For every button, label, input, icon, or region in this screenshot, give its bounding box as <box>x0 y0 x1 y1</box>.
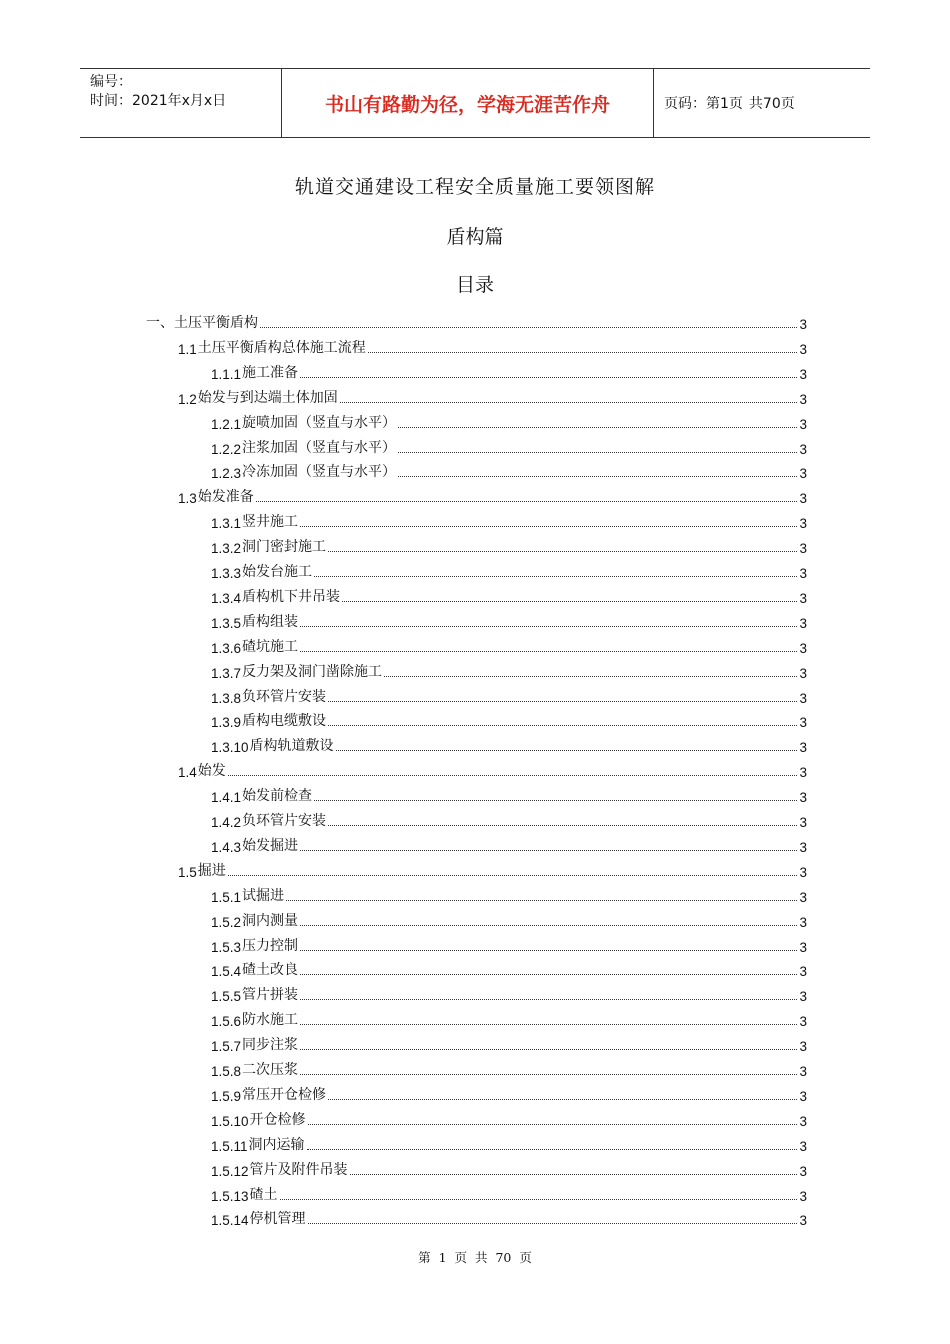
toc-entry-number: 1.4.3 <box>211 839 242 855</box>
toc-leader-dots <box>300 949 797 951</box>
toc-entry-page: 3 <box>799 665 807 681</box>
toc-entry-number: 1.5.5 <box>211 989 242 1005</box>
toc-entry-number: 1.5.2 <box>211 914 242 930</box>
toc-entry-label: 始发准备 <box>197 489 254 506</box>
toc-leader-dots <box>340 401 798 403</box>
toc-entry[interactable] <box>211 360 807 382</box>
toc-leader-dots <box>228 774 798 776</box>
toc-entry-number: 1.2.2 <box>211 441 242 457</box>
toc-entry[interactable] <box>211 435 807 457</box>
toc-entry-number: 1.5.1 <box>211 889 242 905</box>
toc-entry[interactable] <box>211 733 807 755</box>
toc-entry[interactable] <box>178 385 807 407</box>
toc-entry-label: 同步注浆 <box>242 1037 299 1054</box>
toc-entry-page: 3 <box>799 416 807 432</box>
toc-entry[interactable] <box>211 1032 807 1054</box>
toc-entry[interactable] <box>211 559 807 581</box>
toc-leader-dots <box>398 475 797 477</box>
toc-leader-dots <box>328 550 797 552</box>
toc-entry-page: 3 <box>799 1138 807 1154</box>
toc-entry-number: 1.3.7 <box>211 665 242 681</box>
page-footer: 第 1 页 共 70 页 <box>418 1250 532 1265</box>
toc-entry-label: 碴土 <box>249 1186 278 1203</box>
toc-entry-page: 3 <box>799 1064 807 1079</box>
toc-entry-page: 3 <box>799 864 807 880</box>
toc-leader-dots <box>328 700 797 702</box>
toc-entry-number: 1.4.2 <box>211 815 242 830</box>
toc-entry-page: 3 <box>799 1039 807 1055</box>
toc-leader-dots <box>300 849 797 851</box>
toc-entry-page: 3 <box>799 366 807 382</box>
toc-leader-dots <box>300 1048 797 1050</box>
toc-entry-number: 1.5.4 <box>211 964 242 980</box>
page-total: 共70页 <box>748 96 795 112</box>
toc-entry-number: 1.1.1 <box>211 366 242 382</box>
toc-leader-dots <box>308 1222 798 1224</box>
toc-leader-dots <box>280 1198 798 1200</box>
toc-leader-dots <box>300 998 797 1000</box>
toc-entry[interactable] <box>211 1057 807 1079</box>
toc-entry-label: 负环管片安装 <box>242 688 327 705</box>
toc-leader-dots <box>300 924 797 926</box>
toc-entry[interactable] <box>178 758 807 780</box>
toc-entry-number: 1.5.13 <box>211 1188 249 1204</box>
toc-leader-dots <box>328 1098 797 1100</box>
toc-entry-label: 洞门密封施工 <box>242 539 327 556</box>
toc-entry-label: 防水施工 <box>242 1012 299 1029</box>
toc-entry-number: 1.3 <box>178 491 197 507</box>
toc-entry[interactable] <box>211 1132 807 1154</box>
toc-entry-page: 3 <box>799 1113 807 1129</box>
toc-entry-page: 3 <box>799 1014 807 1030</box>
toc-entry-label: 试掘进 <box>242 887 285 904</box>
toc-entry-page: 3 <box>799 516 807 532</box>
toc-entry[interactable] <box>211 1107 807 1129</box>
toc-entry-number: 1.4.1 <box>211 790 242 806</box>
toc-entry-page: 3 <box>799 1213 807 1229</box>
toc-entry[interactable] <box>211 509 807 531</box>
toc-leader-dots <box>328 724 797 726</box>
toc-entry-label: 开仓检修 <box>249 1111 306 1128</box>
page-header <box>80 68 870 138</box>
document-code: 编号： <box>90 74 132 90</box>
toc-entry[interactable] <box>211 609 807 631</box>
toc-entry-number: 1.1 <box>178 341 197 357</box>
header-page-info <box>654 69 870 137</box>
toc-entry-page: 3 <box>799 989 807 1005</box>
toc-entry[interactable] <box>211 534 807 556</box>
toc-leader-dots <box>256 500 798 502</box>
toc-entry-page: 3 <box>799 715 807 731</box>
toc-entry-number: 1.5.10 <box>211 1113 249 1129</box>
toc-entry-label: 土压平衡盾构总体施工流程 <box>197 339 366 356</box>
toc-entry-number: 1.3.9 <box>211 715 242 731</box>
toc-entry-label: 旋喷加固（竖直与水平） <box>242 414 397 431</box>
toc-entry-label: 始发与到达端土体加固 <box>197 389 338 406</box>
toc-entry[interactable] <box>211 1007 807 1029</box>
toc-entry-page: 3 <box>799 939 807 955</box>
toc-entry-page: 3 <box>799 690 807 706</box>
toc-entry-number: 1.2 <box>178 391 197 407</box>
toc-entry-label: 始发 <box>197 763 226 780</box>
toc-entry[interactable] <box>211 908 807 930</box>
toc-entry-label: 始发掘进 <box>242 837 299 854</box>
toc-entry-label: 冷冻加固（竖直与水平） <box>242 464 397 481</box>
toc-entry-label: 洞内测量 <box>242 912 299 929</box>
toc-entry-page: 3 <box>799 566 807 581</box>
toc-entry[interactable] <box>211 1206 807 1228</box>
toc-entry[interactable] <box>178 858 807 880</box>
toc-entry-number: 1.2.3 <box>211 466 242 482</box>
toc-entry[interactable] <box>211 957 807 979</box>
toc-leader-dots <box>308 1123 798 1125</box>
document-subtitle: 盾构篇 <box>446 226 504 248</box>
toc-entry-label: 停机管理 <box>249 1211 306 1228</box>
toc-entry-number: 1.5.11 <box>211 1138 248 1154</box>
header-motto: 书山有路勤为径，学海无涯苦作舟 <box>282 69 654 137</box>
document-time: 时间：2021年x月x日 <box>90 93 227 109</box>
toc-entry-number: 1.5.6 <box>211 1014 242 1030</box>
toc-entry-page: 3 <box>799 914 807 930</box>
toc-entry-number: 1.5.9 <box>211 1088 242 1104</box>
toc-entry-label: 常压开仓检修 <box>242 1086 327 1103</box>
toc-entry[interactable] <box>211 634 807 656</box>
toc-entry[interactable] <box>211 883 807 905</box>
toc-entry[interactable] <box>211 933 807 955</box>
toc-entry-number: 1.4 <box>178 765 197 781</box>
toc-entry-label: 盾构组装 <box>242 613 299 630</box>
toc-leader-dots <box>300 1073 797 1075</box>
toc-entry[interactable] <box>211 783 807 805</box>
toc-entry-number: 1.5 <box>178 864 197 880</box>
toc-entry-label: 一、土压平衡盾构 <box>146 315 258 331</box>
toc-leader-dots <box>300 973 797 975</box>
toc-leader-dots <box>336 749 798 751</box>
toc-leader-dots <box>398 426 797 428</box>
toc-entry-number: 1.5.12 <box>211 1163 249 1179</box>
toc-leader-dots <box>300 376 797 378</box>
toc-entry-page: 3 <box>799 740 807 756</box>
toc-leader-dots <box>398 451 797 453</box>
toc-entry[interactable] <box>178 484 807 506</box>
toc-entry[interactable] <box>211 410 807 432</box>
toc-leader-dots <box>300 625 797 627</box>
toc-leader-dots <box>384 675 797 677</box>
toc-entry-number: 1.3.6 <box>211 640 242 656</box>
toc-leader-dots <box>228 874 798 876</box>
toc-entry-page: 3 <box>799 640 807 656</box>
toc-entry-number: 1.5.3 <box>211 939 242 955</box>
toc-leader-dots <box>286 899 797 901</box>
toc-entry-label: 反力架及洞门凿除施工 <box>242 663 383 680</box>
toc-entry-page: 3 <box>799 765 807 781</box>
toc-entry[interactable] <box>211 1082 807 1104</box>
toc-leader-dots <box>342 600 797 602</box>
toc-leader-dots <box>300 1023 797 1025</box>
toc-entry[interactable] <box>178 335 807 357</box>
toc-entry[interactable] <box>211 833 807 855</box>
toc-entry-label: 负环管片安装 <box>242 813 327 829</box>
toc-leader-dots <box>328 824 797 826</box>
toc-entry-label: 管片及附件吊装 <box>249 1161 348 1178</box>
toc-entry-label: 掘进 <box>197 862 226 879</box>
toc-entry-number: 1.3.3 <box>211 566 242 581</box>
toc-entry-label: 盾构电缆敷设 <box>242 713 327 730</box>
toc-entry-label: 碴坑施工 <box>242 638 299 655</box>
toc-entry[interactable] <box>211 708 807 730</box>
header-meta <box>80 69 282 137</box>
toc-entry[interactable] <box>211 584 807 606</box>
toc-leader-dots <box>260 326 797 328</box>
toc-entry-label: 压力控制 <box>242 937 299 954</box>
toc-entry-page: 3 <box>799 839 807 855</box>
toc-entry-label: 盾构机下井吊装 <box>242 588 341 605</box>
toc-heading: 目录 <box>455 274 494 296</box>
toc-entry-page: 3 <box>799 317 807 332</box>
toc-entry-page: 3 <box>799 1188 807 1204</box>
toc-entry-page: 3 <box>799 441 807 457</box>
toc-entry-page: 3 <box>799 1163 807 1179</box>
toc-entry-page: 3 <box>799 1088 807 1104</box>
toc-leader-dots <box>314 799 797 801</box>
toc-entry-page: 3 <box>799 466 807 482</box>
toc-entry-number: 1.2.1 <box>211 416 242 432</box>
toc-leader-dots <box>350 1173 798 1175</box>
toc-entry-number: 1.3.1 <box>211 516 242 532</box>
toc-entry-number: 1.3.4 <box>211 590 242 606</box>
toc-entry-page: 3 <box>799 590 807 606</box>
toc-leader-dots <box>368 351 798 353</box>
toc-entry-label: 始发台施工 <box>242 564 313 580</box>
toc-entry-page: 3 <box>799 964 807 980</box>
toc-entry-number: 1.3.8 <box>211 690 242 706</box>
toc-entry-label: 施工准备 <box>242 364 299 381</box>
toc-entry-number: 1.5.14 <box>211 1213 249 1229</box>
toc-entry[interactable] <box>211 1157 807 1179</box>
toc-entry[interactable] <box>211 982 807 1004</box>
toc-entry-label: 注浆加固（竖直与水平） <box>242 439 397 456</box>
document-title: 轨道交通建设工程安全质量施工要领图解 <box>294 176 655 198</box>
toc-entry-page: 3 <box>799 491 807 507</box>
toc-entry-page: 3 <box>799 541 807 557</box>
toc-entry[interactable] <box>211 459 807 481</box>
toc-leader-dots <box>300 650 797 652</box>
toc-entry-number: 1.3.2 <box>211 541 242 557</box>
toc-entry-number: 1.5.8 <box>211 1064 242 1079</box>
toc-leader-dots <box>307 1148 798 1150</box>
toc-entry[interactable] <box>211 684 807 706</box>
toc-entry-page: 3 <box>799 341 807 357</box>
toc-entry-label: 管片拼装 <box>242 987 299 1004</box>
toc-leader-dots <box>314 575 797 577</box>
toc-entry-label: 盾构轨道敷设 <box>249 738 334 755</box>
toc-entry-label: 碴土改良 <box>242 962 299 979</box>
toc-leader-dots <box>300 525 797 527</box>
toc-entry[interactable] <box>211 659 807 681</box>
toc-entry-number: 1.3.5 <box>211 615 242 631</box>
toc-entry[interactable] <box>145 310 807 332</box>
toc-entry[interactable] <box>211 808 807 830</box>
toc-entry-page: 3 <box>799 815 807 830</box>
toc-entry-page: 3 <box>799 615 807 631</box>
toc-entry-page: 3 <box>799 790 807 806</box>
toc-entry-number: 1.3.10 <box>211 740 249 756</box>
page-number: 页码：第1页 <box>664 96 743 112</box>
toc-entry-page: 3 <box>799 889 807 905</box>
toc-entry-number: 1.5.7 <box>211 1039 242 1055</box>
toc-entry-label: 始发前检查 <box>242 788 313 805</box>
toc-entry[interactable] <box>211 1182 807 1204</box>
toc-entry-label: 竖井施工 <box>242 514 299 531</box>
toc-entry-page: 3 <box>799 391 807 407</box>
toc-entry-label: 洞内运输 <box>248 1136 305 1153</box>
toc-entry-label: 二次压浆 <box>242 1062 299 1078</box>
